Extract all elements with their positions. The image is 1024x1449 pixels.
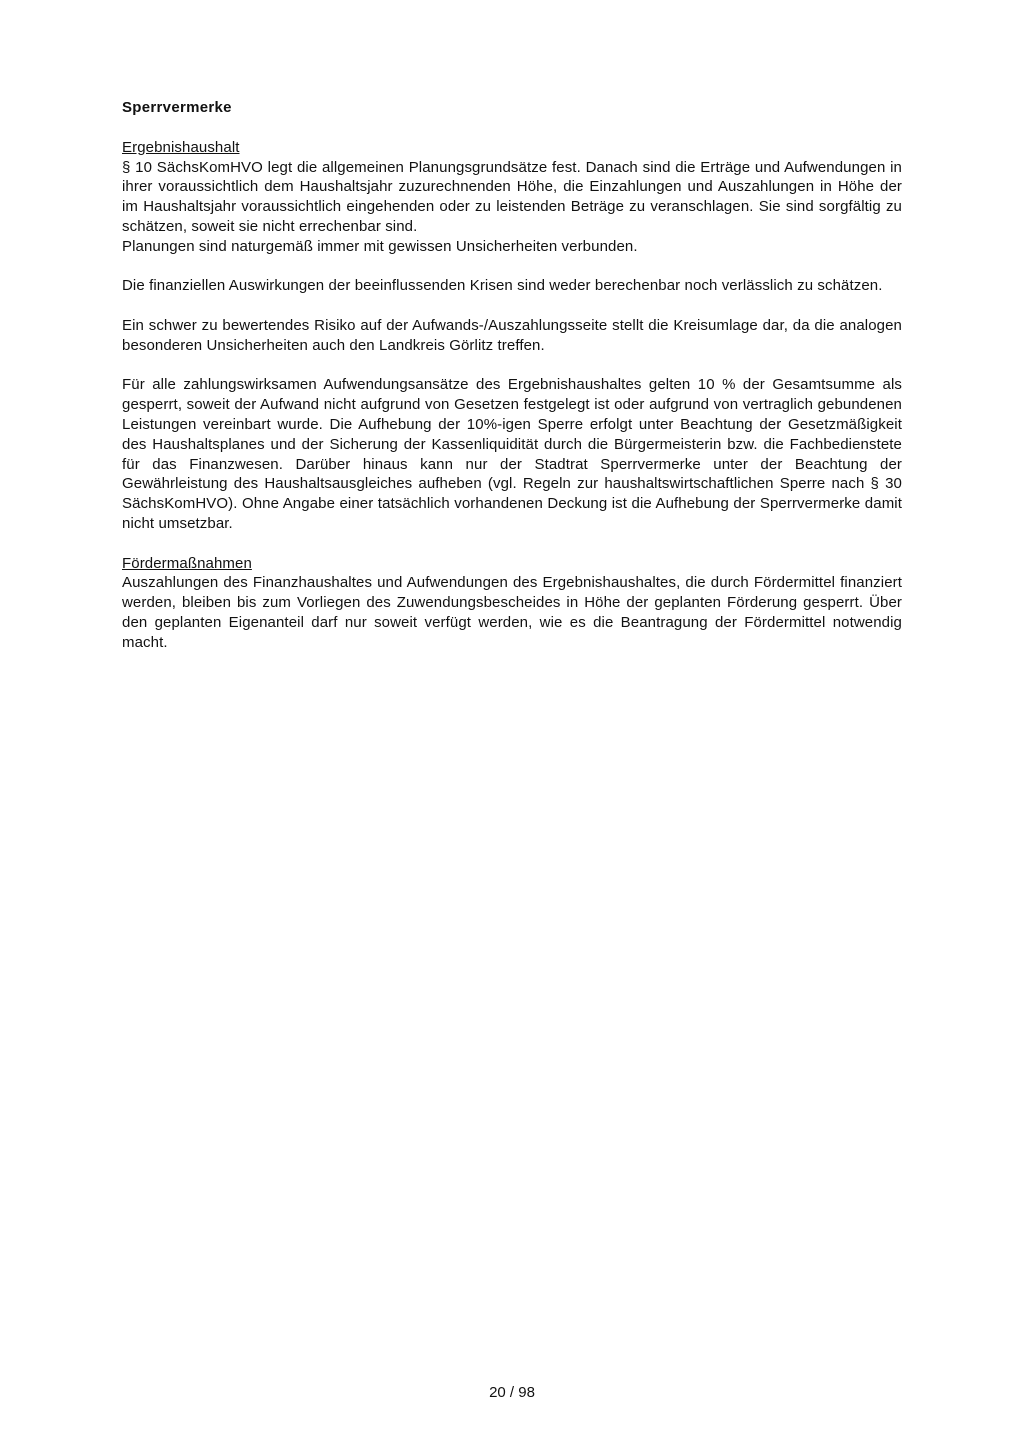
- paragraph-spacer: [122, 257, 902, 277]
- paragraph-crises: Die finanziellen Auswirkungen der beeinflussenden Krisen sind weder berechenbar noch verlässlich zu schätzen.: [122, 277, 883, 295]
- page-number: 20 / 98: [489, 1384, 535, 1401]
- paragraph-spacer: [122, 296, 902, 316]
- paragraph-kreisumlage: Ein schwer zu bewertendes Risiko auf der Aufwands-/Auszahlungsseite stellt die Kreisumlage dar, da die analogen besonderen Unsicherheiten auch den Landkreis Görlitz treffen.: [122, 316, 902, 354]
- section-ergebnishaushalt: [122, 138, 902, 534]
- paragraph-uncertainties: Planungen sind naturgemäß immer mit gewissen Unsicherheiten verbunden.: [122, 237, 638, 255]
- section-heading-ergebnishaushalt: Ergebnishaushalt: [122, 138, 240, 156]
- paragraph-sperre: Für alle zahlungswirksamen Aufwendungsansätze des Ergebnishaushaltes gelten 10 % der Gesamtsumme als gesperrt, soweit der Aufwand nicht aufgrund von Gesetzen festgelegt ist oder aufgrund von vertraglich gebundenen Leistungen vereinbart wurde. Die Aufhebung der 10%-igen Sperre erfolgt unter Beachtung der Gesetzmäßigkeit des Haushaltsplanes und der Sicherung der Kassenliquidität durch die Bürgermeisterin bzw. die Fachbedienstete für das Finanzwesen. Darüber hinaus kann nur der Stadtrat Sperrvermerke unter der Beachtung der Gewährleistung des Haushaltsausgleiches aufheben (vgl. Regeln zur haushaltswirtschaftlichen Sperre nach § 30 SächsKomHVO). Ohne Angabe einer tatsächlich vorhandenen Deckung ist die Aufhebung der Sperrvermerke damit nicht umsetzbar.: [122, 376, 902, 532]
- paragraph-planning-principles: § 10 SächsKomHVO legt die allgemeinen Planungsgrundsätze fest. Danach sind die Erträge und Aufwendungen in ihrer voraussichtlich dem Haushaltsjahr zuzurechnenden Höhe, die Einzahlungen und Auszahlungen in Höhe der im Haushaltsjahr voraussichtlich eingehenden oder zu leistenden Beträge zu veranschlagen. Sie sind sorgfältig zu schätzen, soweit sie nicht errechenbar sind.: [122, 158, 902, 235]
- section-foerdermassnahmen: [122, 554, 902, 653]
- page-body: [122, 98, 902, 653]
- section-heading-foerdermassnahmen: Fördermaßnahmen: [122, 554, 252, 572]
- paragraph-foerdermittel: Auszahlungen des Finanzhaushaltes und Aufwendungen des Ergebnishaushaltes, die durch Fördermittel finanziert werden, bleiben bis zum Vorliegen des Zuwendungsbescheides in Höhe der geplanten Förderung gesperrt. Über den geplanten Eigenanteil darf nur soweit verfügt werden, wie es die Beantragung der Fördermittel notwendig macht.: [122, 574, 902, 651]
- section-spacer: [122, 534, 902, 554]
- paragraph-spacer: [122, 356, 902, 376]
- document-title: Sperrvermerke: [122, 99, 232, 116]
